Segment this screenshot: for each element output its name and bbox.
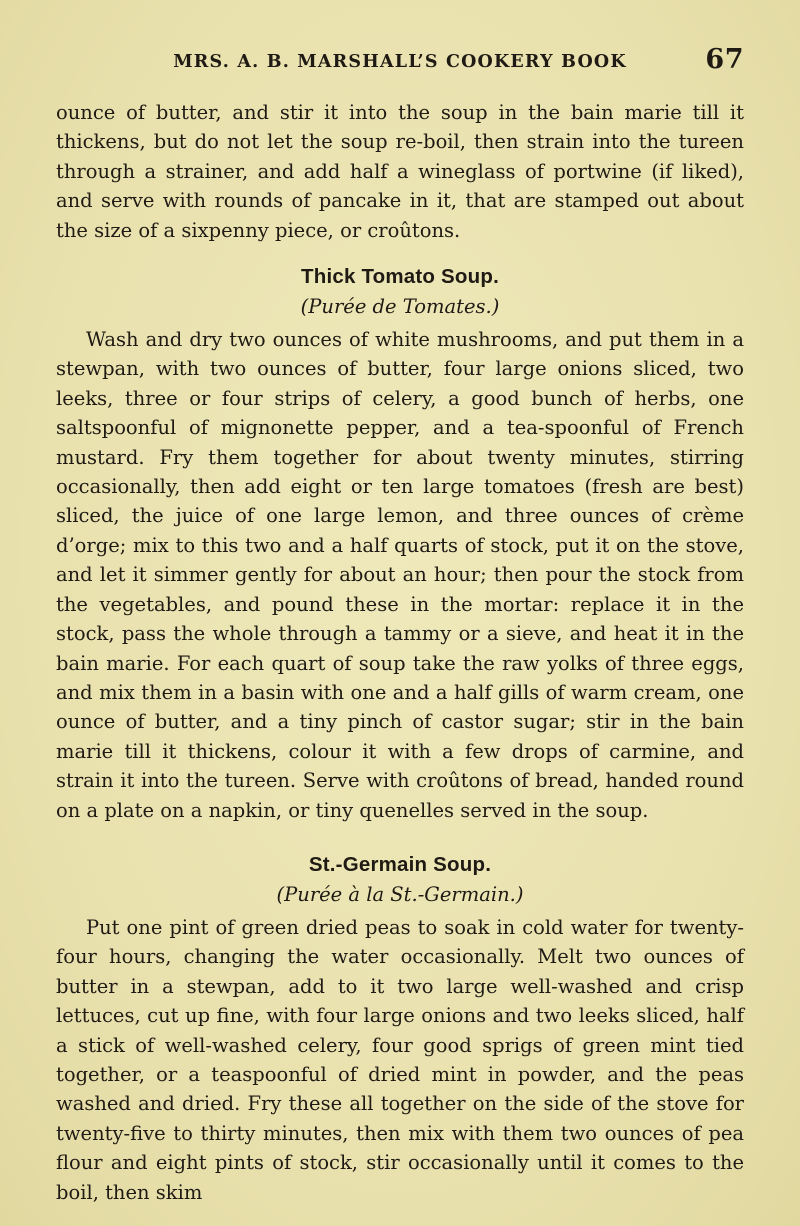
recipe-title: St.-Germain Soup. <box>308 852 492 876</box>
recipe-st-germain-soup <box>56 853 744 1207</box>
recipe-subtitle: (Purée à la St.-Germain.) <box>276 882 524 906</box>
running-head <box>56 44 744 84</box>
recipe-body: Wash and dry two ounces of white mushrooms, and put them in a stewpan, with two ounces of butter, four large onions sliced, two leeks, three or four strips of celery, a good bunch of herbs, one saltspoonful of mignonette pepper, and a tea-spoonful of French mustard. Fry them together for about twenty minutes, stirring occasionally, then add eight or ten large tomatoes (fresh are best) sliced, the juice of one large lemon, and three ounces of crème d’orge; mix to this two and a half quarts of stock, put it on the stove, and let it simmer gently for about an hour; then pour the stock from the vegetables, and pound these in the mortar: replace it in the stock, pass the whole through a tammy or a sieve, and heat it in the bain marie. For each quart of soup take the raw yolks of three eggs, and mix them in a basin with one and a half gills of warm cream, one ounce of butter, and a tiny pinch of castor sugar; stir in the bain marie till it thickens, colour it with a few drops of carmine, and strain it into the tureen. Serve with croûtons of bread, handed round on a plate on a napkin, or tiny quenelles served in the soup. <box>56 328 744 822</box>
running-title: MRS. A. B. MARSHALL’S COOKERY BOOK <box>173 52 627 72</box>
section-gap <box>56 825 744 839</box>
recipe-subtitle: (Purée de Tomates.) <box>300 295 500 319</box>
continued-paragraph: ounce of butter, and stir it into the soup in the bain marie till it thickens, but do not let the soup re-boil, then strain into the tureen through a strainer, and add half a wineglass of portwine (if liked), and serve with rounds of pancake in it, that are stamped out about the size of a sixpenny piece, or croûtons. <box>56 101 744 242</box>
recipe-body: Put one pint of green dried peas to soak in cold water for twenty-four hours, changing the water occasionally. Melt two ounces of butter in a stewpan, add to it two large well-washed and crisp lettuces, cut up fine, with four large onions and two leeks sliced, half a stick of well-washed celery, four good sprigs of green mint tied together, or a teaspoonful of dried mint in powder, and the peas washed and dried. Fry these all together on the side of the stove for twenty-five to thirty minutes, then mix with them two ounces of pea flour and eight pints of stock, stir occasionally until it comes to the boil, then skim <box>56 915 744 1204</box>
section-gap <box>56 245 744 251</box>
page-number: 67 <box>705 44 744 75</box>
recipe-thick-tomato-soup <box>56 265 744 825</box>
recipe-title: Thick Tomato Soup. <box>301 265 499 289</box>
